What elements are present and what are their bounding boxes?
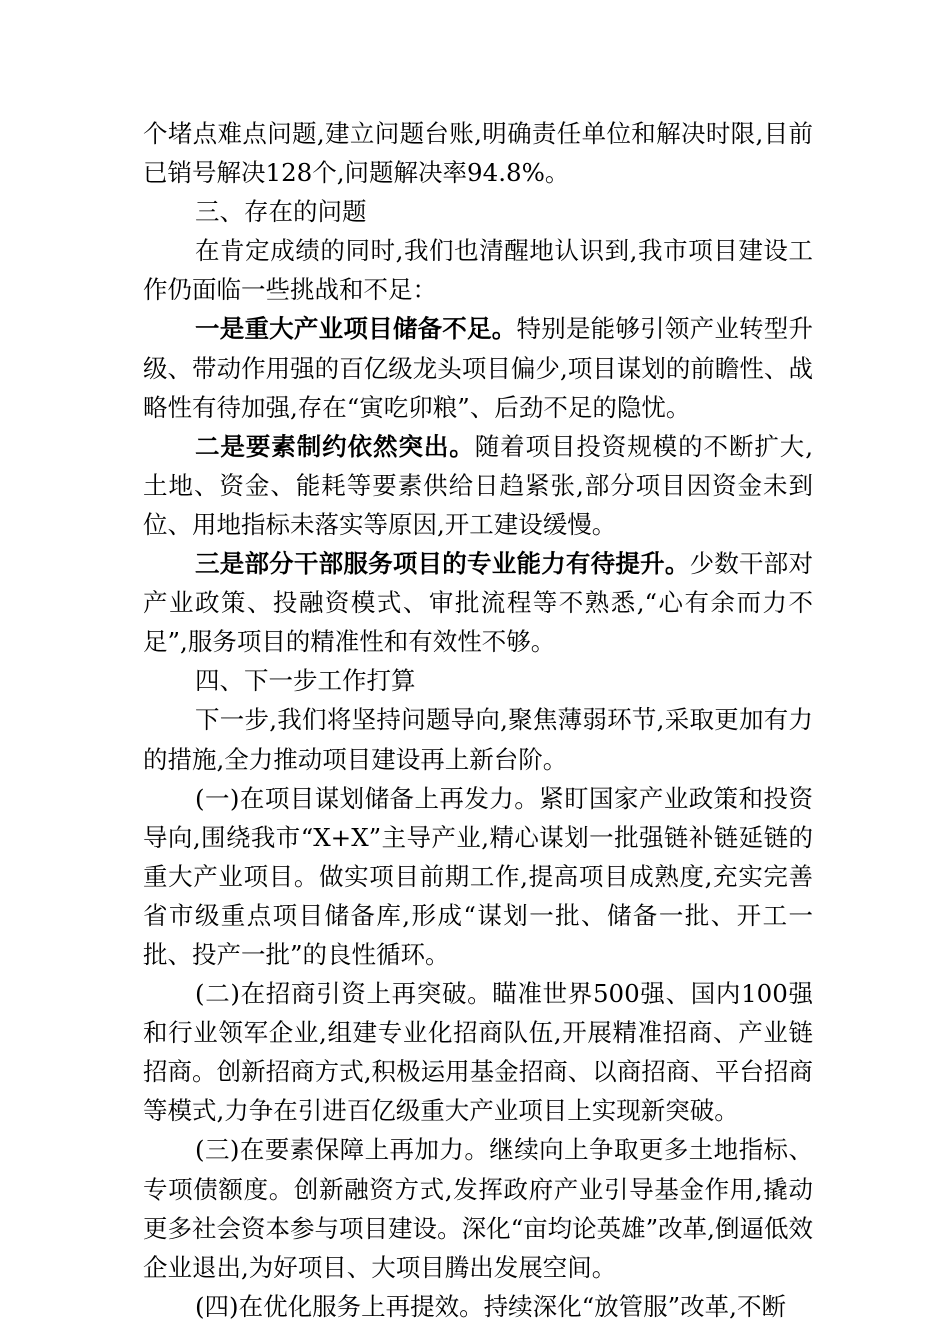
paragraph-text: (三)在要素保障上再加力。继续向上争取更多土地指标、专项债额度。创新融资方式,发挥政府产业引导基金作用,撬动更多社会资本参与项目建设。深化“亩均论英雄”改革,倒逼低效企业退出,为好项目、大项目腾出发展空间。 bbox=[143, 1135, 813, 1282]
paragraph-text: (四)在优化服务上再提效。持续深化“放管服”改革,不断 bbox=[195, 1291, 786, 1321]
heading-text: 四、下一步工作打算 bbox=[195, 666, 416, 696]
paragraph-text: 个堵点难点问题,建立问题台账,明确责任单位和解决时限,目前已销号解决128个,问题解决率94.8%。 bbox=[143, 119, 813, 188]
paragraph-lead: 二是要素制约依然突出。 bbox=[195, 431, 475, 461]
paragraph-text: 特别是能够引领产业转型升级、带动作用强的百亿级龙头项目偏少,项目谋划的前瞻性、战略性有待加强,存在“寅吃卯粮”、后劲不足的隐忧。 bbox=[143, 314, 814, 422]
paragraph-problem-3 bbox=[143, 544, 813, 661]
paragraph-measure-1 bbox=[143, 779, 813, 974]
document-body bbox=[143, 114, 813, 1326]
paragraph-text: 随着项目投资规模的不断扩大,土地、资金、能耗等要素供给日趋紧张,部分项目因资金未到位、用地指标未落实等原因,开工建设缓慢。 bbox=[143, 431, 814, 539]
heading-text: 三、存在的问题 bbox=[195, 197, 367, 227]
paragraph-intro-next-steps bbox=[143, 700, 813, 778]
paragraph-text: 下一步,我们将坚持问题导向,聚焦薄弱环节,采取更加有力的措施,全力推动项目建设再上新台阶。 bbox=[143, 705, 813, 774]
paragraph-continuation bbox=[143, 114, 813, 192]
section-heading-next-steps bbox=[143, 661, 813, 700]
paragraph-problem-1 bbox=[143, 309, 813, 426]
paragraph-problem-2 bbox=[143, 427, 813, 544]
paragraph-measure-4 bbox=[143, 1287, 813, 1326]
paragraph-text: 少数干部对产业政策、投融资模式、审批流程等不熟悉,“心有余而力不足”,服务项目的精准性和有效性不够。 bbox=[143, 549, 814, 657]
paragraph-intro-problems bbox=[143, 231, 813, 309]
paragraph-lead: 三是部分干部服务项目的专业能力有待提升。 bbox=[195, 549, 690, 579]
paragraph-measure-2 bbox=[143, 974, 813, 1130]
paragraph-measure-3 bbox=[143, 1130, 813, 1286]
paragraph-text: 在肯定成绩的同时,我们也清醒地认识到,我市项目建设工作仍面临一些挑战和不足： bbox=[143, 236, 813, 305]
section-heading-problems bbox=[143, 192, 813, 231]
paragraph-text: (二)在招商引资上再突破。瞄准世界500强、国内100强和行业领军企业,组建专业化招商队伍,开展精准招商、产业链招商。创新招商方式,积极运用基金招商、以商招商、平台招商等模式,力争在引进百亿级重大产业项目上实现新突破。 bbox=[143, 979, 813, 1126]
paragraph-text: (一)在项目谋划储备上再发力。紧盯国家产业政策和投资导向,围绕我市“X+X”主导产业,精心谋划一批强链补链延链的重大产业项目。做实项目前期工作,提高项目成熟度,充实完善省市级重点项目储备库,形成“谋划一批、储备一批、开工一批、投产一批”的良性循环。 bbox=[143, 783, 813, 969]
paragraph-lead: 一是重大产业项目储备不足。 bbox=[195, 314, 517, 344]
